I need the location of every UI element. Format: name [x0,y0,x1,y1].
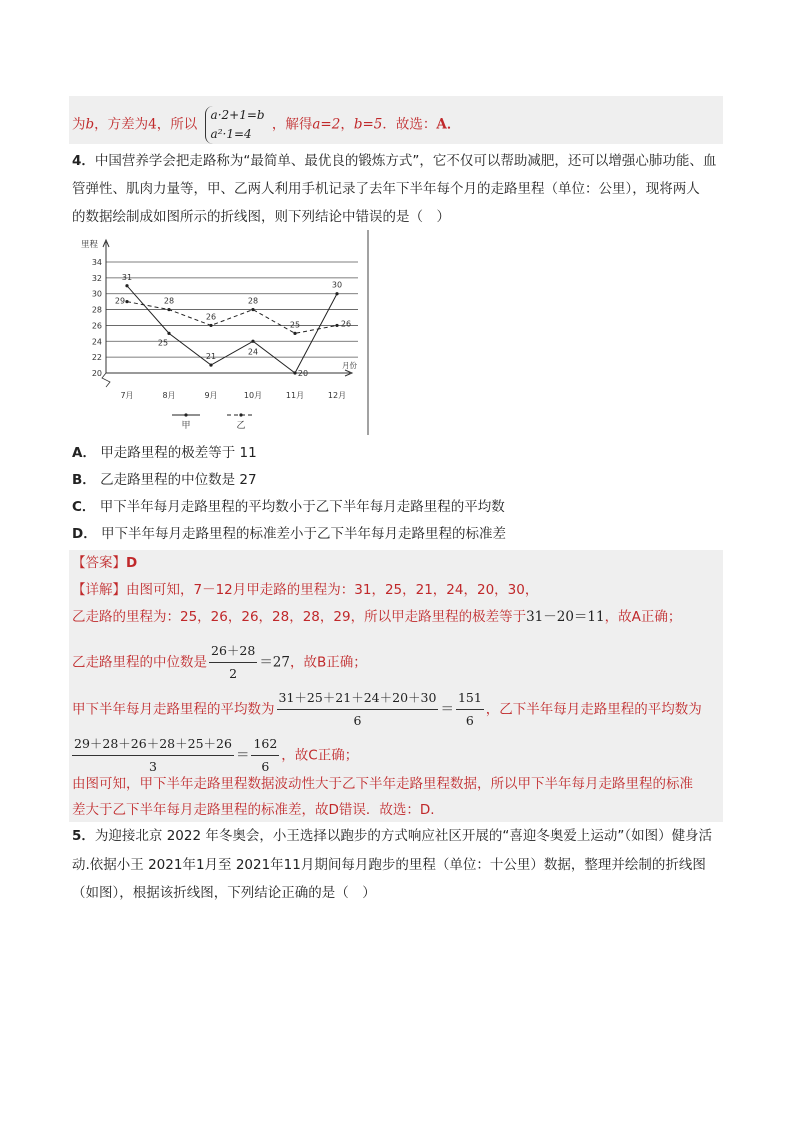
median-fraction [209,641,257,684]
detail-text-2c: ，故A正确； [604,609,682,625]
solution-a: a=2 [312,116,341,133]
q4-line-3: 的数据绘制成如图所示的折线图，则下列结论中错误的是（ ） [72,209,450,225]
option-d [72,524,506,544]
data-point [293,371,296,374]
median-line [72,641,367,684]
y-axis-label: 里程 [80,240,98,250]
y-tick-label: 24 [91,337,102,347]
mean-b-numerator: 29＋28＋26＋28＋25＋26 [72,734,234,756]
data-label: 31 [121,272,133,282]
q4-text-1: 中国营养学会把走路称为“最简单、最优良的锻炼方式”，它不仅可以帮助减肥，还可以增强心肺功能、血 [94,153,717,169]
mean-b-denominator: 3 [148,759,157,774]
answer-value: D [126,555,138,571]
median-prefix: 乙走路里程的中位数是 [72,654,207,671]
option-b-text: 乙走路里程的中位数是 27 [100,472,257,488]
prev-solution-line [72,106,460,144]
prev-text-mid: ，方差为4，所以 [94,116,198,133]
option-c [72,497,505,517]
equation-2: a²·1=4 [210,127,252,141]
data-point [293,332,296,335]
data-label: 28 [163,296,175,306]
mean-a-equals: ＝ [440,701,454,718]
option-b-key: B． [72,472,96,488]
option-c-text: 甲下半年每月走路里程的平均数小于乙下半年每月走路里程的平均数 [99,499,505,515]
std-line-1: 由图可知，甲下半年走路里程数据波动性大于乙下半年走路里程数据，所以甲下半年每月走路里程的标准 [72,776,693,792]
data-label: 25 [289,320,301,330]
mileage-line-chart [72,230,372,442]
option-a-key: A． [72,445,96,461]
data-point [125,300,128,303]
y-tick-label: 20 [91,369,102,378]
x-tick-label: 7月 [120,391,134,400]
x-axis-label: 月份 [342,361,357,370]
mean-a-result-den: 6 [465,713,474,728]
axis-break-mark [102,373,110,387]
legend-label: 甲 [181,421,191,431]
q5-line-1 [72,826,712,846]
legend-marker [239,413,242,416]
mean-b-line [70,734,358,777]
mean-a-denominator: 6 [353,713,362,728]
q4-number: 4． [72,153,95,169]
y-tick-label: 34 [91,258,102,267]
detail-label: 【详解】 [72,582,126,598]
y-tick-label: 32 [91,273,102,283]
median-result: ＝27 [259,654,290,671]
std-line-2: 差大于乙下半年每月走路里程的标准差，故D错误．故选：D. [72,802,435,818]
data-point [335,324,338,327]
data-label: 30 [331,280,343,290]
series-line-jia [127,286,337,373]
y-tick-label: 30 [91,289,102,299]
median-numerator: 26＋28 [209,641,257,663]
solution-b: b=5 [353,116,383,133]
x-tick-label: 8月 [162,391,176,400]
data-label: 21 [205,352,217,362]
y-tick-label: 22 [91,353,102,363]
prev-text-end: ．故选： [382,116,437,133]
answer-label: 【答案】 [72,555,126,571]
data-label: 25 [157,338,169,348]
option-d-text: 甲下半年每月走路里程的标准差小于乙下半年每月走路里程的标准差 [101,526,507,542]
option-c-key: C． [72,499,96,515]
data-label: 24 [247,347,259,357]
solution-sep: ， [340,116,354,133]
mean-a-result [456,688,484,731]
data-label: 20 [297,369,309,378]
prev-answer: A． [436,116,461,133]
equation-1: a·2+1=b [210,108,265,122]
data-label: 26 [340,319,352,329]
mean-b-result-den: 6 [261,759,270,774]
median-denominator: 2 [229,666,238,681]
data-point [167,332,170,335]
mean-a-prefix: 甲下半年每月走路里程的平均数为 [72,701,275,718]
data-point [167,308,170,311]
q4-line-1 [72,151,716,171]
q5-line-2: 动.依据小王 2021年1月至 2021年11月期间每月跑步的里程（单位：十公里）数据，整理并绘制的折线图 [72,857,706,873]
detail-line-1 [72,580,538,600]
legend-marker [184,413,187,416]
var-b: b [85,116,95,133]
data-label: 28 [247,296,259,306]
y-tick-label: 26 [91,321,102,331]
detail-line-2 [72,607,681,627]
mean-b-fraction [72,734,234,777]
data-point [125,284,128,287]
mean-a-line [72,688,702,731]
prev-text-solve: ，解得 [271,116,313,133]
option-a-text: 甲走路里程的极差等于 11 [100,445,257,461]
mean-a-numerator: 31＋25＋21＋24＋20＋30 [277,688,439,710]
prev-prefix: 为 [72,116,86,133]
answer-line [72,553,137,573]
option-b [72,470,257,490]
x-tick-label: 11月 [285,391,305,400]
x-tick-label: 10月 [243,391,263,400]
series-line-yi [127,302,337,334]
equation-system [205,106,265,144]
q5-number: 5． [72,828,95,844]
data-point [251,308,254,311]
data-label: 26 [205,312,217,322]
x-tick-label: 12月 [327,391,347,400]
mean-a-fraction [277,688,439,731]
data-point [209,324,212,327]
detail-text-1: 由图可知，7－12月甲走路的里程为：31，25，21，24，20，30， [126,582,539,598]
mean-b-suffix: ，故C正确； [281,747,359,764]
data-point [335,292,338,295]
option-d-key: D． [72,526,97,542]
option-a [72,443,257,463]
median-suffix: ，故B正确； [290,654,367,671]
q4-line-2: 管弹性、肌肉力量等，甲、乙两人利用手机记录了去年下半年每个月的走路里程（单位：公里），现将两人 [72,181,700,197]
mean-b-equals: ＝ [235,747,250,764]
mean-b-prefix: ，乙下半年每月走路里程的平均数为 [485,701,702,718]
data-point [251,340,254,343]
x-tick-label: 9月 [204,391,218,400]
mean-b-result [251,734,279,777]
q5-text-1: 为迎接北京 2022 年冬奥会，小王选择以跑步的方式响应社区开展的“喜迎冬奥爱上运动”（如图）健身活 [94,828,713,844]
data-point [209,363,212,366]
data-label: 29 [114,296,126,306]
mean-b-result-num: 162 [251,734,279,756]
legend-label: 乙 [236,421,246,431]
detail-text-2a: 乙走路的里程为：25，26，26，28，28，29，所以甲走路里程的极差等于 [72,609,527,625]
q5-line-3: （如图），根据该折线图，下列结论正确的是（ ） [72,885,376,901]
range-expression: 31－20＝11 [526,609,605,625]
mean-a-result-num: 151 [456,688,484,710]
y-tick-label: 28 [91,305,102,315]
